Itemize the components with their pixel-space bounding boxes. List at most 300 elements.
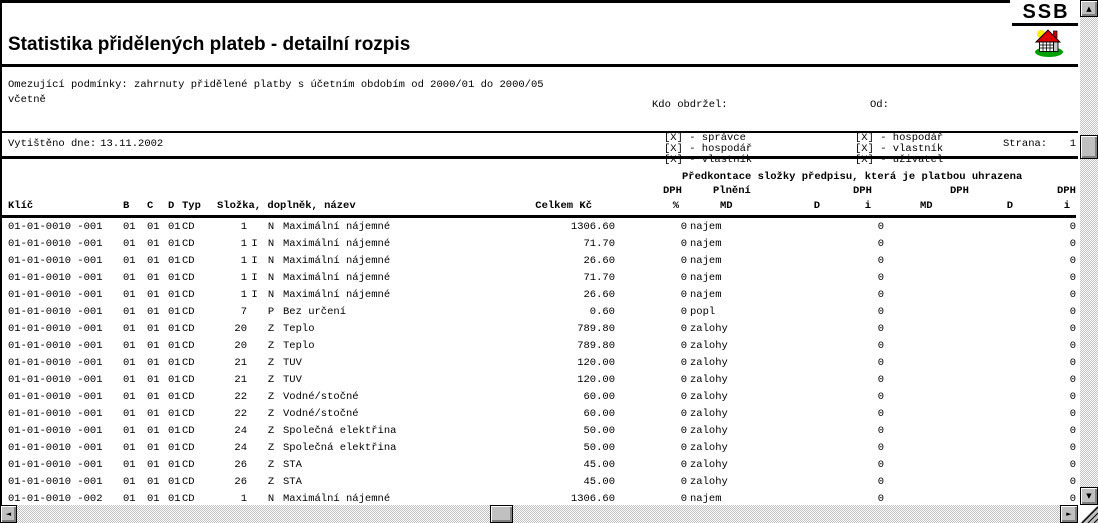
vat-header-plneni: Plnění: [713, 185, 751, 197]
cell-nazev: Maximální nájemné: [283, 289, 391, 301]
cell-flag: [247, 474, 262, 491]
cell-d: 01: [168, 408, 181, 420]
cell-b: 01: [123, 323, 136, 335]
cell-c: 01: [147, 442, 160, 454]
cell-pct: 0: [680, 238, 687, 250]
cell-d2: [940, 457, 1013, 474]
cell-pct: 0: [680, 442, 687, 454]
cell-nazev: Společná elektřina: [283, 442, 397, 454]
cell-nazev: Vodné/stočné: [283, 408, 359, 420]
table-row: [8, 338, 1076, 355]
cell-md1: zalohy: [690, 340, 728, 352]
cell-d: 01: [168, 459, 181, 471]
table-row: [8, 372, 1076, 389]
cell-d1: [760, 372, 820, 389]
cell-d: 01: [168, 374, 181, 386]
col-header-i1: i: [864, 200, 871, 212]
cell-celkem: 1306.60: [570, 493, 615, 505]
cell-d1: [760, 406, 820, 423]
cell-i1: 0: [877, 374, 884, 386]
cell-b: 01: [123, 425, 136, 437]
cell-letter: Z: [267, 374, 275, 386]
cell-i2: 0: [1069, 493, 1076, 505]
cell-md2: [884, 423, 940, 440]
cell-md2: [884, 474, 940, 491]
cell-i1: 0: [877, 476, 884, 488]
col-header-celkem: Celkem Kč: [535, 200, 592, 212]
checkbox-item: [X] - uživatel: [855, 154, 944, 166]
table-row: [8, 287, 1076, 304]
cell-d: 01: [168, 476, 181, 488]
cell-i2: 0: [1069, 425, 1076, 437]
cell-b: 01: [123, 289, 136, 301]
arrow-right-icon: ►: [1066, 510, 1072, 518]
cell-slozka: 1: [240, 221, 247, 233]
cell-d1: [760, 355, 820, 372]
cell-i2: 0: [1069, 221, 1076, 233]
table-row: [8, 389, 1076, 406]
cell-celkem: 26.60: [583, 255, 615, 267]
cell-b: 01: [123, 493, 136, 505]
cell-klic: 01-01-0010 -001: [8, 425, 103, 437]
cell-d1: [760, 423, 820, 440]
cell-pct: 0: [680, 493, 687, 505]
cell-letter: N: [267, 272, 275, 284]
cell-klic: 01-01-0010 -001: [8, 374, 103, 386]
scroll-up-button[interactable]: [1080, 0, 1098, 17]
cell-nazev: TUV: [283, 374, 302, 386]
cell-flag: [247, 372, 262, 389]
cell-d2: [940, 304, 1013, 321]
cell-c: 01: [147, 374, 160, 386]
cell-b: 01: [123, 357, 136, 369]
cell-typ: CD: [182, 391, 195, 403]
cell-slozka: 1: [240, 255, 247, 267]
cell-celkem: 789.80: [577, 340, 615, 352]
table-row: [8, 236, 1076, 253]
cell-d: 01: [168, 357, 181, 369]
cell-celkem: 45.00: [583, 459, 615, 471]
arrow-left-icon: ◄: [5, 510, 12, 518]
cell-d2: [940, 355, 1013, 372]
house-icon: [1033, 26, 1065, 58]
table-row: [8, 423, 1076, 440]
resize-grip[interactable]: [1078, 505, 1098, 523]
cell-klic: 01-01-0010 -001: [8, 306, 103, 318]
cell-i1: 0: [877, 255, 884, 267]
cell-pct: 0: [680, 255, 687, 267]
cell-i2: 0: [1069, 442, 1076, 454]
cell-d2: [940, 321, 1013, 338]
col-header-i2: i: [1063, 200, 1070, 212]
table-row: [8, 457, 1076, 474]
cell-pct: 0: [680, 340, 687, 352]
cell-d2: [940, 372, 1013, 389]
cell-nazev: Maximální nájemné: [283, 238, 391, 250]
cell-d2: [940, 338, 1013, 355]
cell-klic: 01-01-0010 -001: [8, 459, 103, 471]
cell-b: 01: [123, 272, 136, 284]
cell-i1: 0: [877, 238, 884, 250]
cell-c: 01: [147, 408, 160, 420]
cell-letter: Z: [267, 408, 275, 420]
title-underline-rule: [0, 64, 1078, 67]
conditions-line2: včetně: [8, 94, 46, 106]
printed-date: 13.11.2002: [100, 138, 164, 150]
cell-letter: Z: [267, 459, 275, 471]
cell-flag: [247, 338, 262, 355]
cell-md1: popl: [690, 306, 716, 318]
cell-md1: najem: [690, 272, 722, 284]
cell-typ: CD: [182, 425, 195, 437]
cell-klic: 01-01-0010 -001: [8, 340, 103, 352]
cell-md2: [884, 372, 940, 389]
cell-celkem: 60.00: [583, 408, 615, 420]
cell-slozka: 21: [234, 357, 247, 369]
scroll-left-button[interactable]: [0, 505, 17, 523]
cell-nazev: Bez určení: [283, 306, 347, 318]
table-row: [8, 474, 1076, 491]
cell-d2: [940, 253, 1013, 270]
arrow-down-icon: ▼: [1086, 492, 1092, 500]
cell-nazev: STA: [283, 459, 302, 471]
cell-md2: [884, 389, 940, 406]
cell-i2: 0: [1069, 476, 1076, 488]
cell-d: 01: [168, 255, 181, 267]
cell-typ: CD: [182, 238, 195, 250]
cell-i2: 0: [1069, 374, 1076, 386]
cell-i2: 0: [1069, 306, 1076, 318]
cell-d1: [760, 338, 820, 355]
scroll-right-button[interactable]: [1060, 505, 1078, 523]
cell-letter: Z: [267, 425, 275, 437]
cell-letter: Z: [267, 476, 275, 488]
vertical-scrollbar-track[interactable]: [1080, 17, 1098, 487]
cell-pct: 0: [680, 221, 687, 233]
page-number-line: [1003, 138, 1076, 150]
cell-md1: najem: [690, 289, 722, 301]
cell-klic: 01-01-0010 -001: [8, 289, 103, 301]
page-number: 1: [1069, 138, 1076, 150]
col-header-md1: MD: [720, 200, 733, 212]
cell-d1: [760, 253, 820, 270]
cell-i1: 0: [877, 442, 884, 454]
horizontal-scrollbar-track[interactable]: [17, 505, 1060, 523]
cell-d2: [940, 406, 1013, 423]
cell-c: 01: [147, 255, 160, 267]
cell-letter: N: [267, 255, 275, 267]
cell-i2: 0: [1069, 272, 1076, 284]
cell-letter: N: [267, 238, 275, 250]
cell-nazev: Společná elektřina: [283, 425, 397, 437]
cell-d: 01: [168, 221, 181, 233]
cell-md2: [884, 440, 940, 457]
cell-typ: CD: [182, 306, 195, 318]
cell-nazev: TUV: [283, 357, 302, 369]
col-header-slozka: Složka, doplněk, název: [217, 200, 356, 212]
cell-d: 01: [168, 493, 181, 505]
cell-celkem: 1306.60: [570, 221, 615, 233]
table-row: [8, 321, 1076, 338]
cell-c: 01: [147, 425, 160, 437]
vat-header-i1: DPH: [853, 185, 872, 197]
cell-d2: [940, 440, 1013, 457]
cell-klic: 01-01-0010 -001: [8, 221, 103, 233]
table-row: [8, 355, 1076, 372]
cell-md1: zalohy: [690, 442, 728, 454]
cell-klic: 01-01-0010 -001: [8, 238, 103, 250]
cell-d: 01: [168, 391, 181, 403]
cell-flag: [247, 457, 262, 474]
col-header-d2: D: [1006, 200, 1013, 212]
received-by-label: Kdo obdržel:: [652, 99, 728, 111]
cell-typ: CD: [182, 255, 195, 267]
cell-flag: I: [251, 255, 258, 267]
cell-celkem: 60.00: [583, 391, 615, 403]
resize-grip-icon: [1078, 505, 1098, 523]
cell-slozka: 21: [234, 374, 247, 386]
cell-b: 01: [123, 476, 136, 488]
cell-pct: 0: [680, 459, 687, 471]
cell-nazev: Maximální nájemné: [283, 272, 391, 284]
cell-letter: Z: [267, 442, 275, 454]
checkbox-item: [X] - hospodář: [855, 132, 944, 144]
cell-c: 01: [147, 476, 160, 488]
cell-c: 01: [147, 306, 160, 318]
cell-c: 01: [147, 289, 160, 301]
cell-b: 01: [123, 459, 136, 471]
cell-d2: [940, 287, 1013, 304]
cell-i2: 0: [1069, 459, 1076, 471]
cell-flag: [247, 406, 262, 423]
cell-d: 01: [168, 289, 181, 301]
cell-b: 01: [123, 340, 136, 352]
cell-celkem: 45.00: [583, 476, 615, 488]
from-items: [855, 133, 943, 166]
table-column-headers: [8, 199, 1076, 213]
cell-c: 01: [147, 221, 160, 233]
cell-flag: [247, 304, 262, 321]
cell-md2: [884, 304, 940, 321]
printed-date-line: [8, 138, 163, 150]
cell-letter: N: [267, 289, 275, 301]
cell-md2: [884, 321, 940, 338]
col-header-md2: MD: [920, 200, 933, 212]
cell-typ: CD: [182, 221, 195, 233]
table-row: [8, 270, 1076, 287]
precontation-group-header: Předkontace složky předpisu, která je platbou uhrazena: [682, 171, 1023, 183]
col-header-pct: %: [672, 200, 679, 212]
cell-typ: CD: [182, 374, 195, 386]
cell-klic: 01-01-0010 -002: [8, 493, 103, 505]
horizontal-scrollbar-thumb[interactable]: [490, 505, 513, 523]
cell-nazev: Maximální nájemné: [283, 493, 391, 505]
cell-b: 01: [123, 306, 136, 318]
vertical-scrollbar-thumb[interactable]: [1080, 135, 1098, 159]
cell-c: 01: [147, 272, 160, 284]
cell-b: 01: [123, 255, 136, 267]
cell-nazev: Teplo: [283, 340, 315, 352]
cell-pct: 0: [680, 391, 687, 403]
cell-md2: [884, 457, 940, 474]
cell-i1: 0: [877, 289, 884, 301]
cell-slozka: 1: [240, 238, 247, 250]
cell-c: 01: [147, 238, 160, 250]
cell-slozka: 22: [234, 391, 247, 403]
cell-flag: [247, 321, 262, 338]
cell-typ: CD: [182, 272, 195, 284]
cell-b: 01: [123, 408, 136, 420]
cell-md1: najem: [690, 238, 722, 250]
cell-c: 01: [147, 459, 160, 471]
cell-i2: 0: [1069, 289, 1076, 301]
cell-d1: [760, 474, 820, 491]
cell-nazev: Vodné/stočné: [283, 391, 359, 403]
cell-d1: [760, 321, 820, 338]
page-label: Strana:: [1003, 138, 1048, 150]
checkbox-item: [X] - vlastník: [664, 154, 753, 166]
cell-slozka: 26: [234, 459, 247, 471]
cell-flag: [247, 440, 262, 457]
cell-c: 01: [147, 357, 160, 369]
cell-d: 01: [168, 323, 181, 335]
cell-i2: 0: [1069, 340, 1076, 352]
cell-md1: zalohy: [690, 476, 728, 488]
cell-i1: 0: [877, 459, 884, 471]
cell-b: 01: [123, 391, 136, 403]
cell-i2: 0: [1069, 408, 1076, 420]
cell-slozka: 7: [240, 306, 247, 318]
cell-celkem: 71.70: [583, 238, 615, 250]
cell-b: 01: [123, 221, 136, 233]
cell-klic: 01-01-0010 -001: [8, 391, 103, 403]
cell-flag: [247, 423, 262, 440]
conditions-text: [8, 78, 544, 108]
cell-celkem: 71.70: [583, 272, 615, 284]
cell-d1: [760, 236, 820, 253]
cell-i2: 0: [1069, 238, 1076, 250]
cell-d2: [940, 270, 1013, 287]
top-border-rule: [0, 0, 1010, 3]
cell-b: 01: [123, 238, 136, 250]
cell-slozka: 20: [234, 340, 247, 352]
cell-d: 01: [168, 340, 181, 352]
cell-pct: 0: [680, 323, 687, 335]
cell-d2: [940, 423, 1013, 440]
col-header-klic: Klíč: [8, 200, 34, 212]
cell-typ: CD: [182, 289, 195, 301]
cell-pct: 0: [680, 357, 687, 369]
cell-celkem: 0.60: [589, 306, 615, 318]
col-header-c: C: [147, 200, 154, 212]
cell-d2: [940, 219, 1013, 236]
checkbox-item: [X] - správce: [664, 132, 746, 144]
cell-i1: 0: [877, 221, 884, 233]
cell-typ: CD: [182, 493, 195, 505]
cell-c: 01: [147, 340, 160, 352]
cell-letter: Z: [267, 391, 275, 403]
col-header-d: D: [168, 200, 175, 212]
cell-d1: [760, 440, 820, 457]
cell-c: 01: [147, 493, 160, 505]
cell-i1: 0: [877, 493, 884, 505]
cell-d: 01: [168, 272, 181, 284]
cell-md1: zalohy: [690, 357, 728, 369]
cell-klic: 01-01-0010 -001: [8, 476, 103, 488]
cell-md1: zalohy: [690, 408, 728, 420]
cell-md1: najem: [690, 493, 722, 505]
cell-md1: zalohy: [690, 425, 728, 437]
cell-d2: [940, 474, 1013, 491]
cell-nazev: Maximální nájemné: [283, 221, 391, 233]
cell-flag: [247, 219, 262, 236]
cell-slozka: 26: [234, 476, 247, 488]
cell-d1: [760, 219, 820, 236]
cell-b: 01: [123, 442, 136, 454]
cell-d: 01: [168, 425, 181, 437]
cell-d1: [760, 457, 820, 474]
cell-nazev: Maximální nájemné: [283, 255, 391, 267]
cell-md1: najem: [690, 221, 722, 233]
cell-letter: Z: [267, 323, 275, 335]
cell-i1: 0: [877, 340, 884, 352]
cell-i1: 0: [877, 425, 884, 437]
cell-slozka: 1: [240, 493, 247, 505]
cell-flag: I: [251, 272, 258, 284]
conditions-line1: Omezující podmínky: zahrnuty přidělené platby s účetním obdobím od 2000/01 do 2000/05: [8, 79, 544, 91]
cell-md2: [884, 287, 940, 304]
ssb-logo-text: SSB: [1022, 1, 1070, 23]
table-row: [8, 253, 1076, 270]
table-row: [8, 304, 1076, 321]
cell-celkem: 120.00: [577, 374, 615, 386]
cell-klic: 01-01-0010 -001: [8, 357, 103, 369]
cell-d: 01: [168, 442, 181, 454]
cell-d1: [760, 287, 820, 304]
cell-letter: N: [267, 221, 275, 233]
cell-i2: 0: [1069, 323, 1076, 335]
cell-celkem: 50.00: [583, 425, 615, 437]
cell-d1: [760, 304, 820, 321]
cell-slozka: 24: [234, 425, 247, 437]
cell-b: 01: [123, 374, 136, 386]
cell-d2: [940, 236, 1013, 253]
cell-md1: zalohy: [690, 374, 728, 386]
cell-c: 01: [147, 323, 160, 335]
vat-header-pct: DPH: [663, 185, 682, 197]
cell-slozka: 1: [240, 289, 247, 301]
cell-i2: 0: [1069, 255, 1076, 267]
table-row: [8, 406, 1076, 423]
col-header-b: B: [123, 200, 130, 212]
cell-flag: I: [251, 289, 258, 301]
cell-md2: [884, 219, 940, 236]
cell-celkem: 50.00: [583, 442, 615, 454]
printed-label: Vytištěno dne:: [8, 138, 97, 150]
cell-pct: 0: [680, 425, 687, 437]
left-border-rule: [0, 0, 2, 505]
cell-md1: zalohy: [690, 323, 728, 335]
cell-md2: [884, 270, 940, 287]
cell-d1: [760, 270, 820, 287]
cell-letter: P: [267, 306, 275, 318]
scroll-down-button[interactable]: [1080, 487, 1098, 505]
cell-flag: [247, 355, 262, 372]
table-rows: [8, 219, 1076, 508]
cell-slozka: 24: [234, 442, 247, 454]
cell-d2: [940, 389, 1013, 406]
cell-d: 01: [168, 306, 181, 318]
